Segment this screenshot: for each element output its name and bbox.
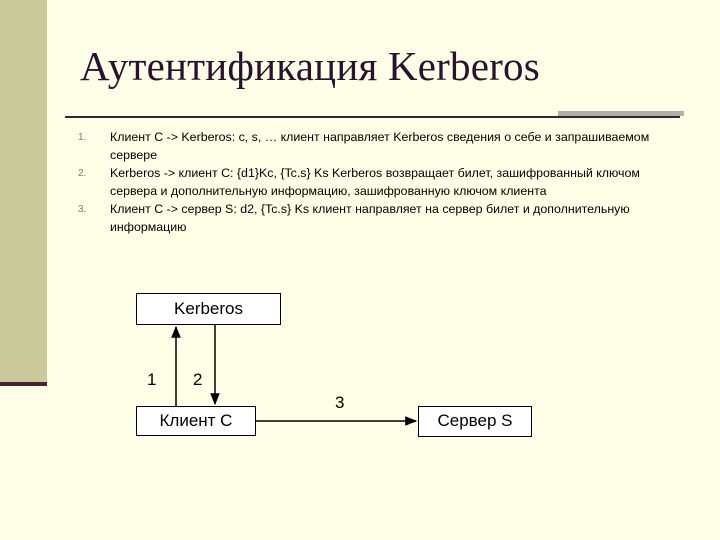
- edge-label-1: 1: [147, 370, 157, 389]
- step-text: Клиент C -> Kerberos: c, s, … клиент направляет Kerberos сведения о себе и запрашиваемом сервере: [110, 130, 650, 162]
- node-server: Сервер S: [418, 406, 532, 437]
- node-kerberos: Kerberos: [136, 293, 281, 325]
- step-text: Клиент C -> сервер S: d2, {Tc.s} Ks клиент направляет на сервер билет и дополнительную информацию: [110, 202, 630, 234]
- step-number: 1.: [78, 132, 87, 143]
- slide-title: Аутентификация Kerberos: [80, 43, 540, 89]
- step-number: 3.: [78, 204, 87, 215]
- step-text: Kerberos -> клиент C: {d1}Kc, {Tc.s} Ks Kerberos возвращает билет, зашифрованный ключом сервера и дополнительную информацию, зашифрованную ключом клиента: [110, 166, 640, 198]
- edge-label-3: 3: [335, 393, 345, 412]
- edge-label-2: 2: [193, 370, 203, 389]
- node-client: Клиент C: [136, 406, 256, 436]
- step-number: 2.: [78, 168, 87, 179]
